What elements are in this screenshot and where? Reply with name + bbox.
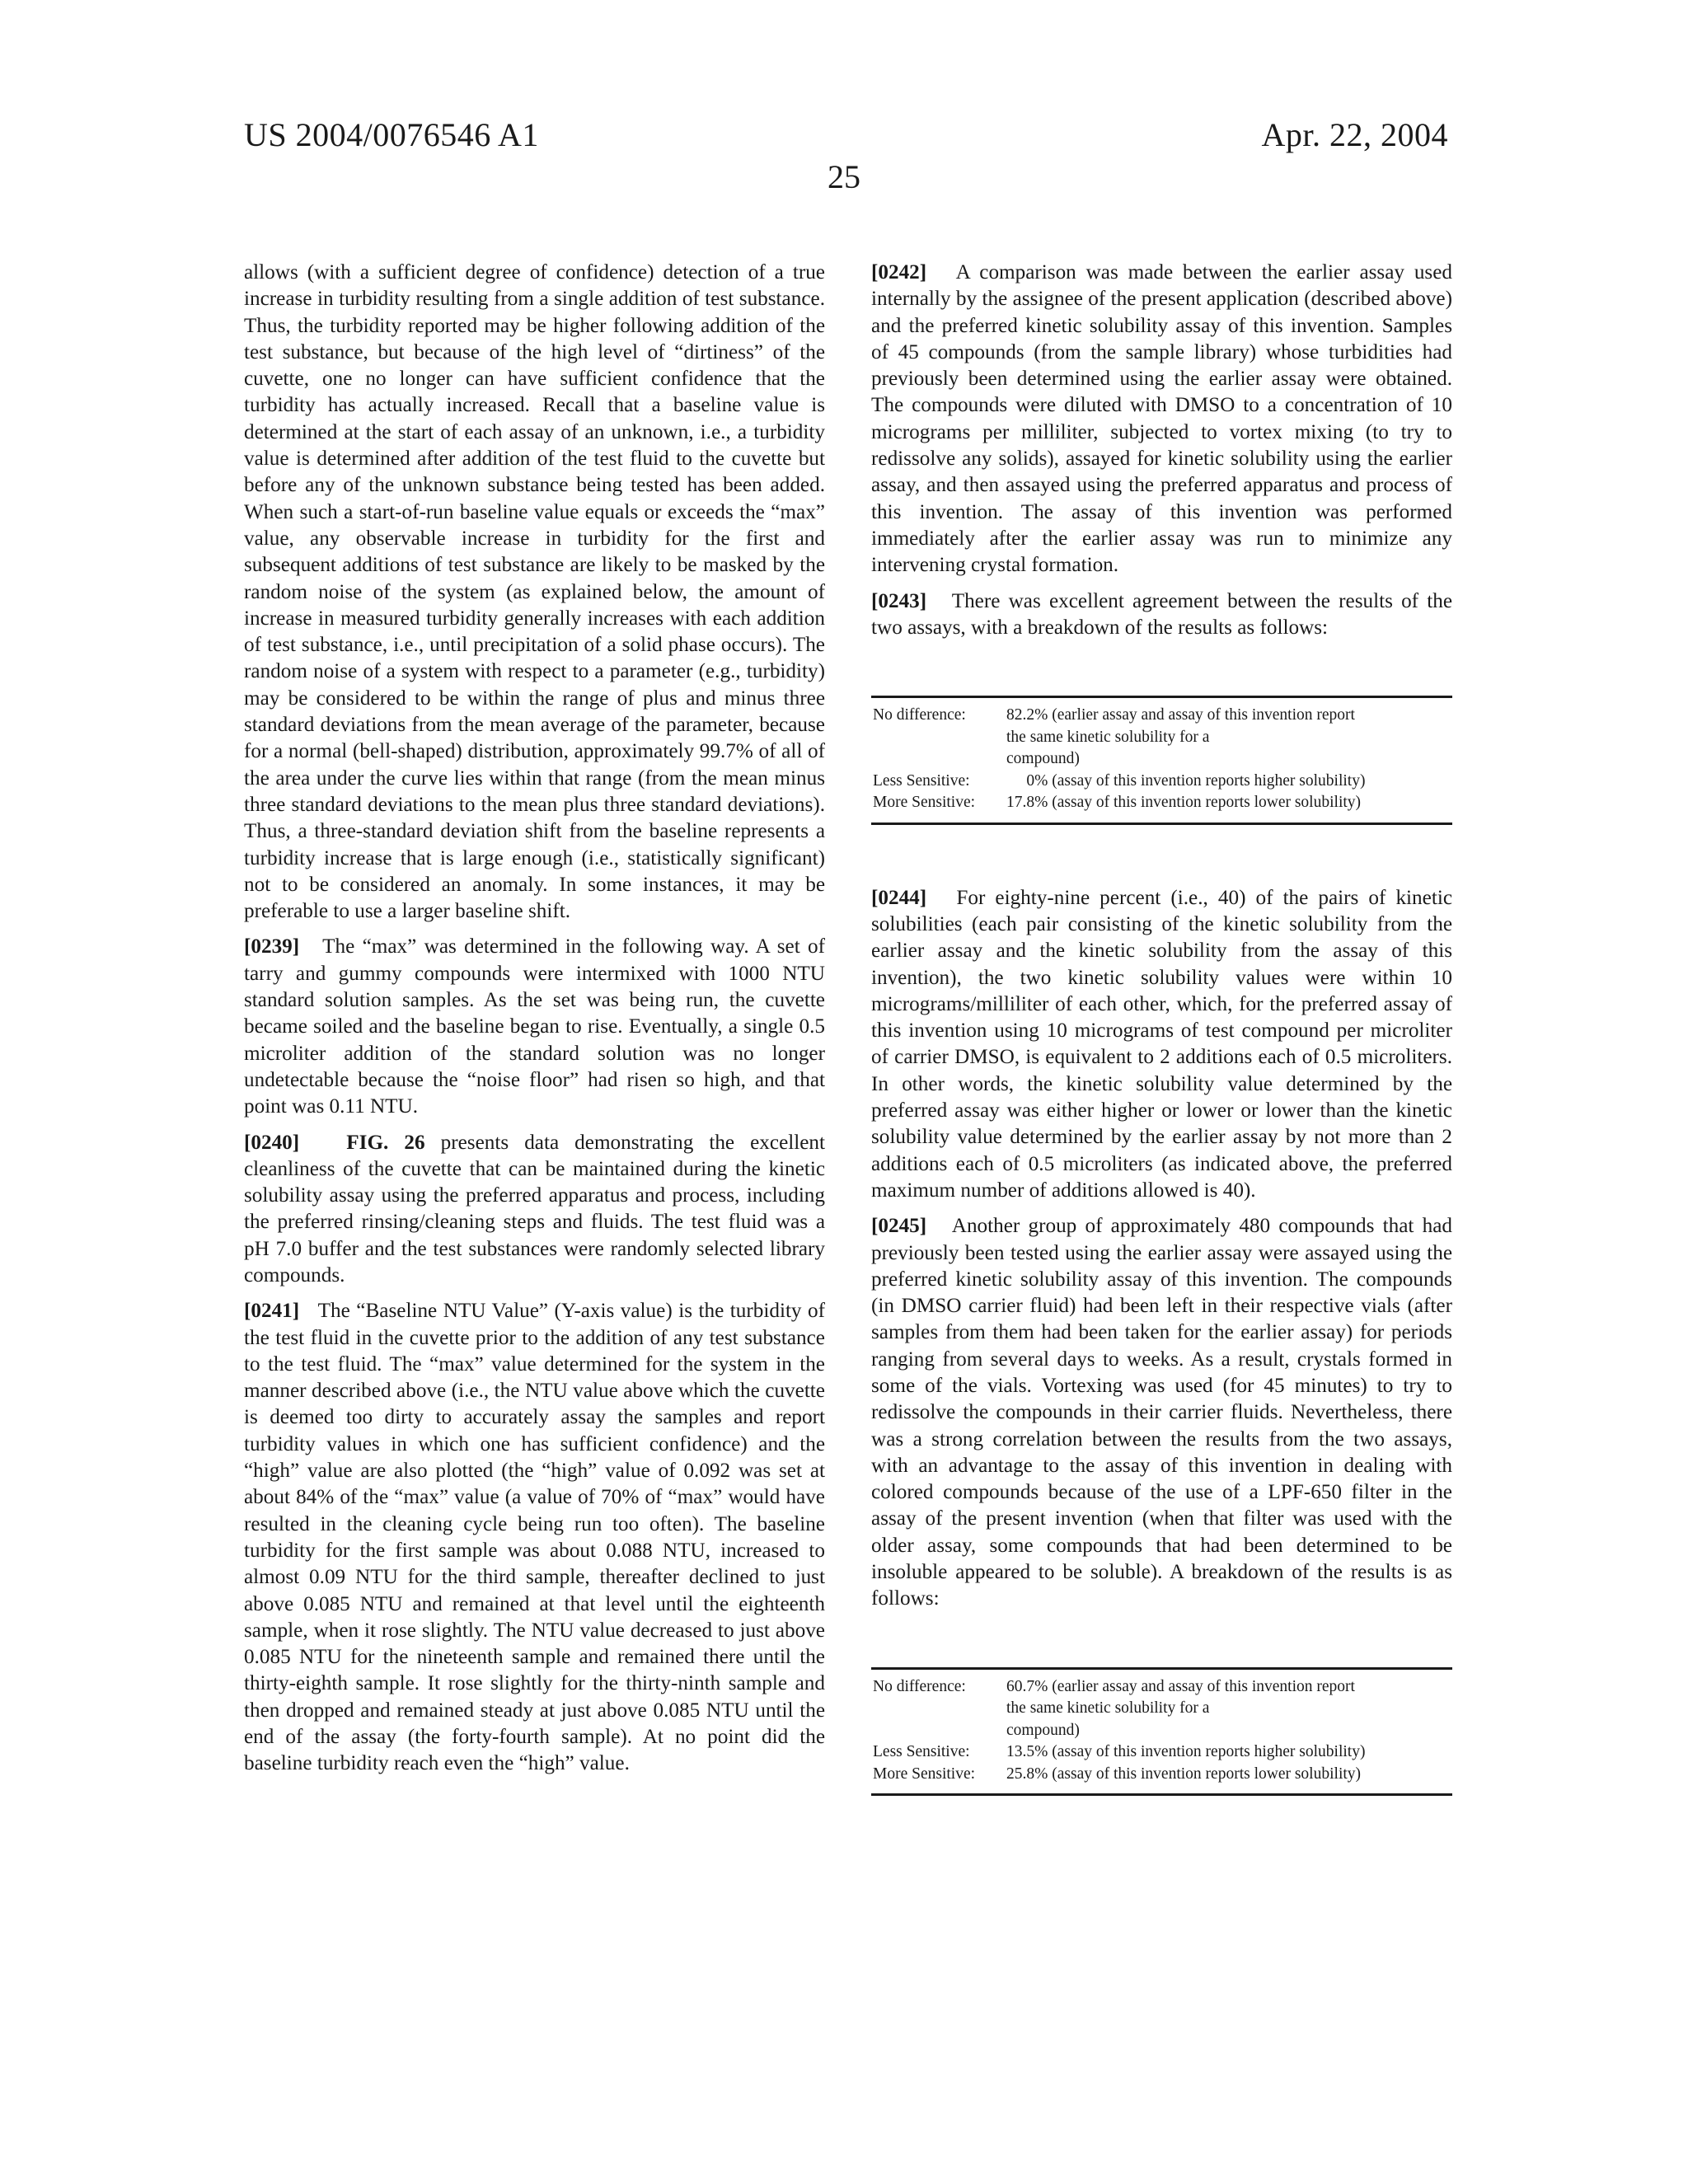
paragraph-0245 xyxy=(871,1213,1452,1612)
paragraph-0243 xyxy=(871,588,1452,642)
row-value-continued: the same kinetic solubility for a xyxy=(1006,728,1210,746)
row-value-continued: compound) xyxy=(1006,750,1080,768)
paragraph-0239 xyxy=(244,934,825,1120)
paragraph-0240 xyxy=(244,1130,825,1290)
row-label: More Sensitive: xyxy=(873,794,976,812)
paragraph-text: For eighty-nine percent (i.e., 40) of the pairs of kinetic solubilities (each pair consisting of the kinetic solubility from the earlier assay and the kinetic solubility from the assay of this invention), the two kinetic solubility values were within 10 micrograms/milliliter of each other, which, for the preferred assay of this invention using 10 micrograms of test compound per microliter of carrier DMSO, is equivalent to 2 additions each of 0.5 microliters. In other words, the kinetic solubility value determined by the preferred assay was either higher or lower or lower than the kinetic solubility value determined by the earlier assay by not more than 2 additions each of 0.5 microliters (as indicated above, the preferred maximum number of additions allowed is 40). xyxy=(871,886,1453,1202)
row-label: Less Sensitive: xyxy=(873,1743,970,1761)
results-table-2 xyxy=(871,1667,1452,1797)
row-value: 82.2% (earlier assay and assay of this invention report xyxy=(1006,706,1355,724)
row-value-text: 0% (assay of this invention reports higher solubility) xyxy=(1026,771,1366,790)
paragraph-text: presents data demonstrating the excellent cleanliness of the cuvette that can be maintained during the kinetic solubility assay using the preferred apparatus and process, including the preferred rinsing/cleaning steps and fluids. The test fluid was a pH 7.0 buffer and the test substances were randomly selected library compounds. xyxy=(244,1131,826,1286)
paragraph-0241 xyxy=(244,1298,825,1777)
row-label: More Sensitive: xyxy=(873,1765,976,1783)
paragraph-text: The “Baseline NTU Value” (Y-axis value) is the turbidity of the test fluid in the cuvette prior to the addition of any test substance to the test fluid. The “max” value determined for the system in the manner described above (i.e., the NTU value above which the cuvette is deemed too dirty to accurately assay the samples and report turbidity values in which one has sufficient confidence) and the “high” value are also plotted (the “high” value of 0.092 was set at about 84% of the “max” value (a value of 70% of “max” would have resulted in the cleaning cycle being run too often). The baseline turbidity for the first sample was about 0.088 NTU, increased to almost 0.09 NTU for the third sample, thereafter declined to just above 0.085 NTU and remained at that level until the eighteenth sample, when it rose slightly. The NTU value decreased to just above 0.085 NTU for the nineteenth sample and remained there until the thirty-eighth sample. It rose slightly for the thirty-ninth sample and then dropped and remained steady at just above 0.085 NTU until the end of the assay (the forty-fourth sample). At no point did the baseline turbidity reach even the “high” value. xyxy=(244,1300,826,1775)
table-row xyxy=(871,1764,1452,1786)
paragraph-number: [0242] xyxy=(871,261,927,284)
page-number: 25 xyxy=(828,158,860,195)
paragraph-number: [0241] xyxy=(244,1300,300,1323)
row-value-continued: compound) xyxy=(1006,1721,1080,1739)
table-row xyxy=(871,1676,1452,1699)
paragraph-continued xyxy=(244,260,825,925)
table-row xyxy=(871,792,1452,814)
paragraph-text: A comparison was made between the earlier assay used internally by the assignee of the present application (described above) and the preferred kinetic solubility assay of this invention. Samples of 45 compounds (from the sample library) whose turbidities had previously been determined using the earlier assay were obtained. The compounds were diluted with DMSO to a concentration of 10 micrograms per milliliter, subjected to vortex mixing (to try to redissolve any solids), assayed for kinetic solubility using the earlier assay, and then assayed using the preferred apparatus and process of this invention. The assay of this invention was performed immediately after the earlier assay was run to minimize any intervening crystal formation. xyxy=(871,261,1453,577)
table-row xyxy=(871,1741,1452,1764)
publication-date: Apr. 22, 2004 xyxy=(1261,116,1448,153)
paragraph-0242 xyxy=(871,260,1452,579)
table-row xyxy=(871,705,1452,727)
paragraph-text: allows (with a sufficient degree of confidence) detection of a true increase in turbidity resulting from a single addition of test substance. Thus, the turbidity reported may be higher following addition of the test substance, but because of the high level of “dirtiness” of the cuvette, one no longer can have sufficient confidence that the turbidity has actually increased. Recall that a baseline value is determined at the start of each assay of an unknown, i.e., a turbidity value is determined after addition of the test fluid to the cuvette but before any of the unknown substance being tested has been added. When such a start-of-run baseline value equals or exceeds the “max” value, any observable increase in turbidity for the first and subsequent additions of test substance are likely to be masked by the random noise of the system (as explained below, the amount of increase in measured turbidity generally increases with each addition of test substance, i.e., until precipitation of a solid phase occurs). The random noise of a system with respect to a parameter (e.g., turbidity) may be considered to be within the range of plus and minus three standard deviations from the mean average of the parameter, because for a normal (bell-shaped) distribution, approximately 99.7% of all of the area under the curve lies within that range (from the mean minus three standard deviations to the mean plus three standard deviations). Thus, a three-standard deviation shift from the baseline represents a turbidity increase that is large enough (i.e., statistically significant) not to be considered an anomaly. In some instances, it may be preferable to use a larger baseline shift. xyxy=(244,261,825,923)
paragraph-number: [0244] xyxy=(871,886,927,909)
row-value xyxy=(1006,771,1452,793)
row-label: No difference: xyxy=(873,706,966,724)
row-label: Less Sensitive: xyxy=(873,771,970,790)
paragraph-number: [0245] xyxy=(871,1215,927,1238)
left-column xyxy=(244,260,825,1778)
paragraph-number: [0243] xyxy=(871,589,927,612)
paragraph-text: Another group of approximately 480 compounds that had previously been tested using the earlier assay were assayed using the preferred kinetic solubility assay of this invention. The compounds (in DMSO carrier fluid) had been left in their respective vials (after samples from them had been taken for the earlier assay) for periods ranging from several days to weeks. As a result, crystals formed in some of the vials. Vortexing was used (for 45 minutes) to try to redissolve the compounds in their carrier fluids. Nevertheless, there was a strong correlation between the results from the two assays, with an advantage to the assay of this invention in dealing with colored compounds because of the use of a LPF-650 filter in the assay of the present invention (when that filter was used with the older assay, some compounds that had been determined to be insoluble appeared to be soluble). A breakdown of the results is as follows: xyxy=(871,1215,1452,1610)
paragraph-number: [0239] xyxy=(244,935,300,958)
paragraph-text: There was excellent agreement between the results of the two assays, with a breakdown of the results as follows: xyxy=(871,589,1452,639)
row-label: No difference: xyxy=(873,1677,966,1695)
row-value: 13.5% (assay of this invention reports higher solubility) xyxy=(1006,1743,1366,1761)
paragraph-0244 xyxy=(871,885,1452,1205)
patent-number: US 2004/0076546 A1 xyxy=(244,116,539,153)
row-value: 60.7% (earlier assay and assay of this invention report xyxy=(1006,1677,1355,1695)
figure-reference: FIG. 26 xyxy=(346,1131,425,1154)
row-value-continued: the same kinetic solubility for a xyxy=(1006,1699,1210,1718)
paragraph-number: [0240] xyxy=(244,1131,300,1154)
right-column xyxy=(871,260,1452,1796)
paragraph-text: The “max” was determined in the following way. A set of tarry and gummy compounds were intermixed with 1000 NTU standard solution samples. As the set was being run, the cuvette became soiled and the baseline began to rise. Eventually, a single 0.5 microliter addition of the standard solution was no longer undetectable because the “noise floor” had risen so high, and that point was 0.11 NTU. xyxy=(244,935,825,1118)
row-value: 25.8% (assay of this invention reports lower solubility) xyxy=(1006,1765,1362,1783)
results-table-1 xyxy=(871,696,1452,825)
row-value: 17.8% (assay of this invention reports lower solubility) xyxy=(1006,794,1362,812)
table-row xyxy=(871,771,1452,793)
